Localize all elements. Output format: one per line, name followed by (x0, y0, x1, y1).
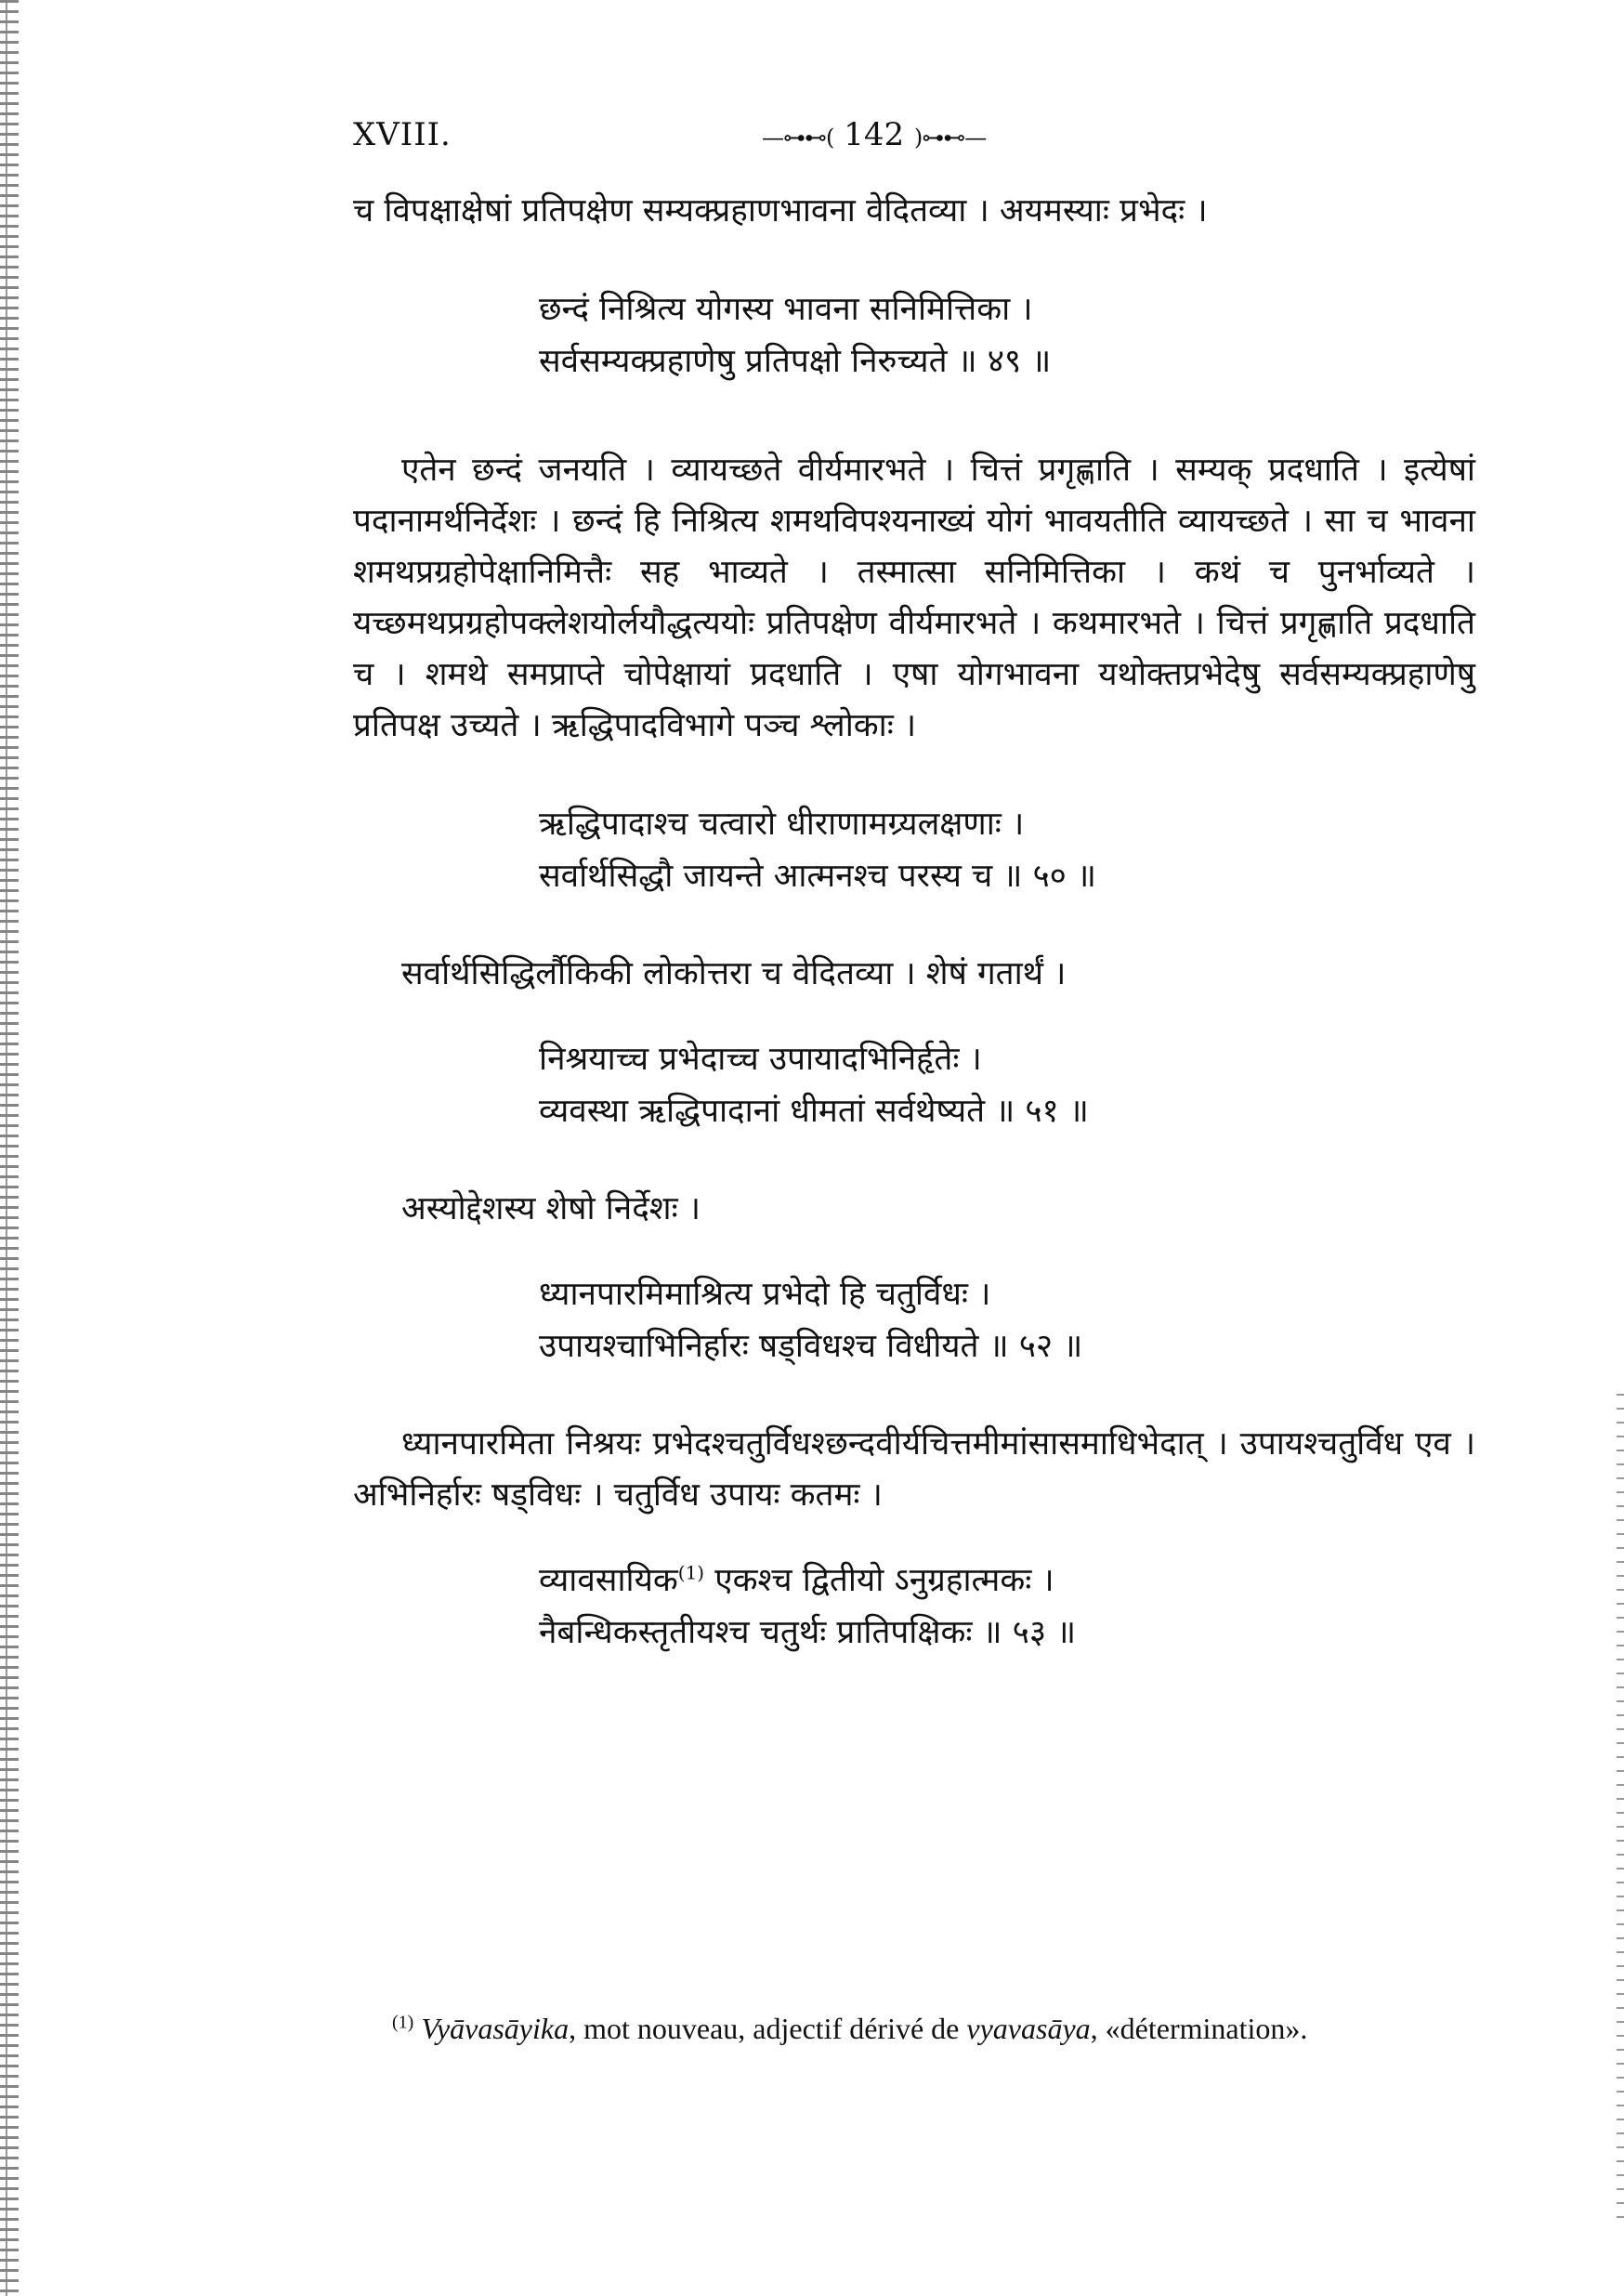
page-header (353, 116, 1282, 163)
paragraph-3: सर्वार्थसिद्धिर्लौकिकी लोकोत्तरा च वेदितव्या । शेषं गतार्थं । (401, 955, 1067, 992)
footnote-reference: (1) (677, 1561, 705, 1584)
verse-49-line-1: छन्दं निश्रित्य योगस्य भावना सनिमित्तिका । (539, 291, 1033, 328)
ornament-left: —⊶⊷( (762, 125, 834, 151)
verse-53-line-2: नैबन्धिकस्तृतीयश्च चतुर्थः प्रातिपक्षिकः ॥ ५३ ॥ (539, 1614, 1077, 1651)
verse-53-line-1-b: एकश्च द्वितीयो ऽनुग्रहात्मकः । (704, 1562, 1054, 1599)
footnote-text-b: , «détermination». (1090, 2012, 1308, 2045)
footnote (353, 2005, 1475, 2052)
page-number: 142 (844, 116, 905, 153)
verse-52-line-2: उपायश्चाभिनिर्हारः षड्विधश्च विधीयते ॥ ५२ ॥ (539, 1328, 1083, 1365)
verse-53-line-1 (539, 1555, 1475, 1607)
verse-53 (353, 1555, 1475, 1659)
verse-50-line-2: सर्वार्थसिद्धौ जायन्ते आत्मनश्च परस्य च ॥ ५० ॥ (539, 858, 1096, 895)
paragraph-5: ध्यानपारमिता निश्रयः प्रभेदश्चतुर्विधश्छन्दवीर्यचित्तमीमांसासमाधिभेदात् । उपायश्चतुर्विध एव । अभिनिर्हारः षड्विधः । चतुर्विध उपायः कतमः । (353, 1425, 1475, 1514)
verse-51-line-1: निश्रयाच्च प्रभेदाच्च उपायादभिनिर्हृतेः । (539, 1041, 982, 1078)
scan-edge-right (1617, 1394, 1624, 2230)
paragraph-4: अस्योद्देशस्य शेषो निर्देशः । (401, 1190, 701, 1227)
page-number-line (762, 116, 986, 153)
verse-50-line-1: ऋद्धिपादाश्च चत्वारो धीराणामग्र्यलक्षणाः । (539, 806, 1025, 843)
verse-51 (353, 1033, 1475, 1137)
footnote-term: Vyāvasāyika (421, 2012, 570, 2045)
footnote-marker: (1) (392, 2012, 414, 2033)
section-number: XVIII. (353, 116, 452, 153)
ornament-right: )⊶⊷— (913, 125, 987, 151)
paragraph-2: एतेन छन्दं जनयति । व्यायच्छते वीर्यमारभते । चित्तं प्रगृह्णाति । सम्यक् प्रदधाति । इत्येषां पदानामर्थनिर्देशः । छन्दं हि निश्रित्य शमथविपश्यनाख्यं योगं भावयतीति व्यायच्छते । सा च भावना शमथप्रग्रहोपेक्षानिमित्तैः सह भाव्यते । तस्मात्सा सनिमित्तिका । कथं च पुनर्भाव्यते । यच्छमथप्रग्रहोपक्लेशयोर्लयौद्धत्ययोः प्रतिपक्षेण वीर्यमारभते । कथमारभते । चित्तं प्रगृह्णाति प्रदधाति च । शमथे समप्राप्ते चोपेक्षायां प्रदधाति । एषा योगभावना यथोक्तप्रभेदेषु सर्वसम्यक्प्रहाणेषु प्रतिपक्ष उच्यते । ऋद्धिपादविभागे पञ्च श्लोकाः । (353, 452, 1475, 744)
paragraph-1: च विपक्षाक्षेषां प्रतिपक्षेण सम्यक्प्रहाणभावना वेदितव्या । अयमस्याः प्रभेदः । (353, 192, 1208, 230)
verse-52 (353, 1268, 1475, 1372)
verse-52-line-1: ध्यानपारमिमाश्रित्य प्रभेदो हि चतुर्विधः । (539, 1276, 991, 1313)
verse-53-line-1-a: व्यावसायिक (539, 1562, 678, 1599)
verse-49-line-2: सर्वसम्यक्प्रहाणेषु प्रतिपक्षो निरुच्यते ॥ ४९ ॥ (539, 343, 1052, 380)
verse-50 (353, 798, 1475, 902)
verse-49 (353, 283, 1475, 387)
scan-edge-left (0, 0, 19, 2296)
footnote-text-a: , mot nouveau, adjectif dérivé de (569, 2012, 967, 2045)
verse-51-line-2: व्यवस्था ऋद्धिपादानां धीमतां सर्वथेष्यते ॥ ५१ ॥ (539, 1093, 1089, 1130)
footnote-term-2: vyavasāya (966, 2012, 1091, 2045)
page-body (353, 186, 1475, 1659)
